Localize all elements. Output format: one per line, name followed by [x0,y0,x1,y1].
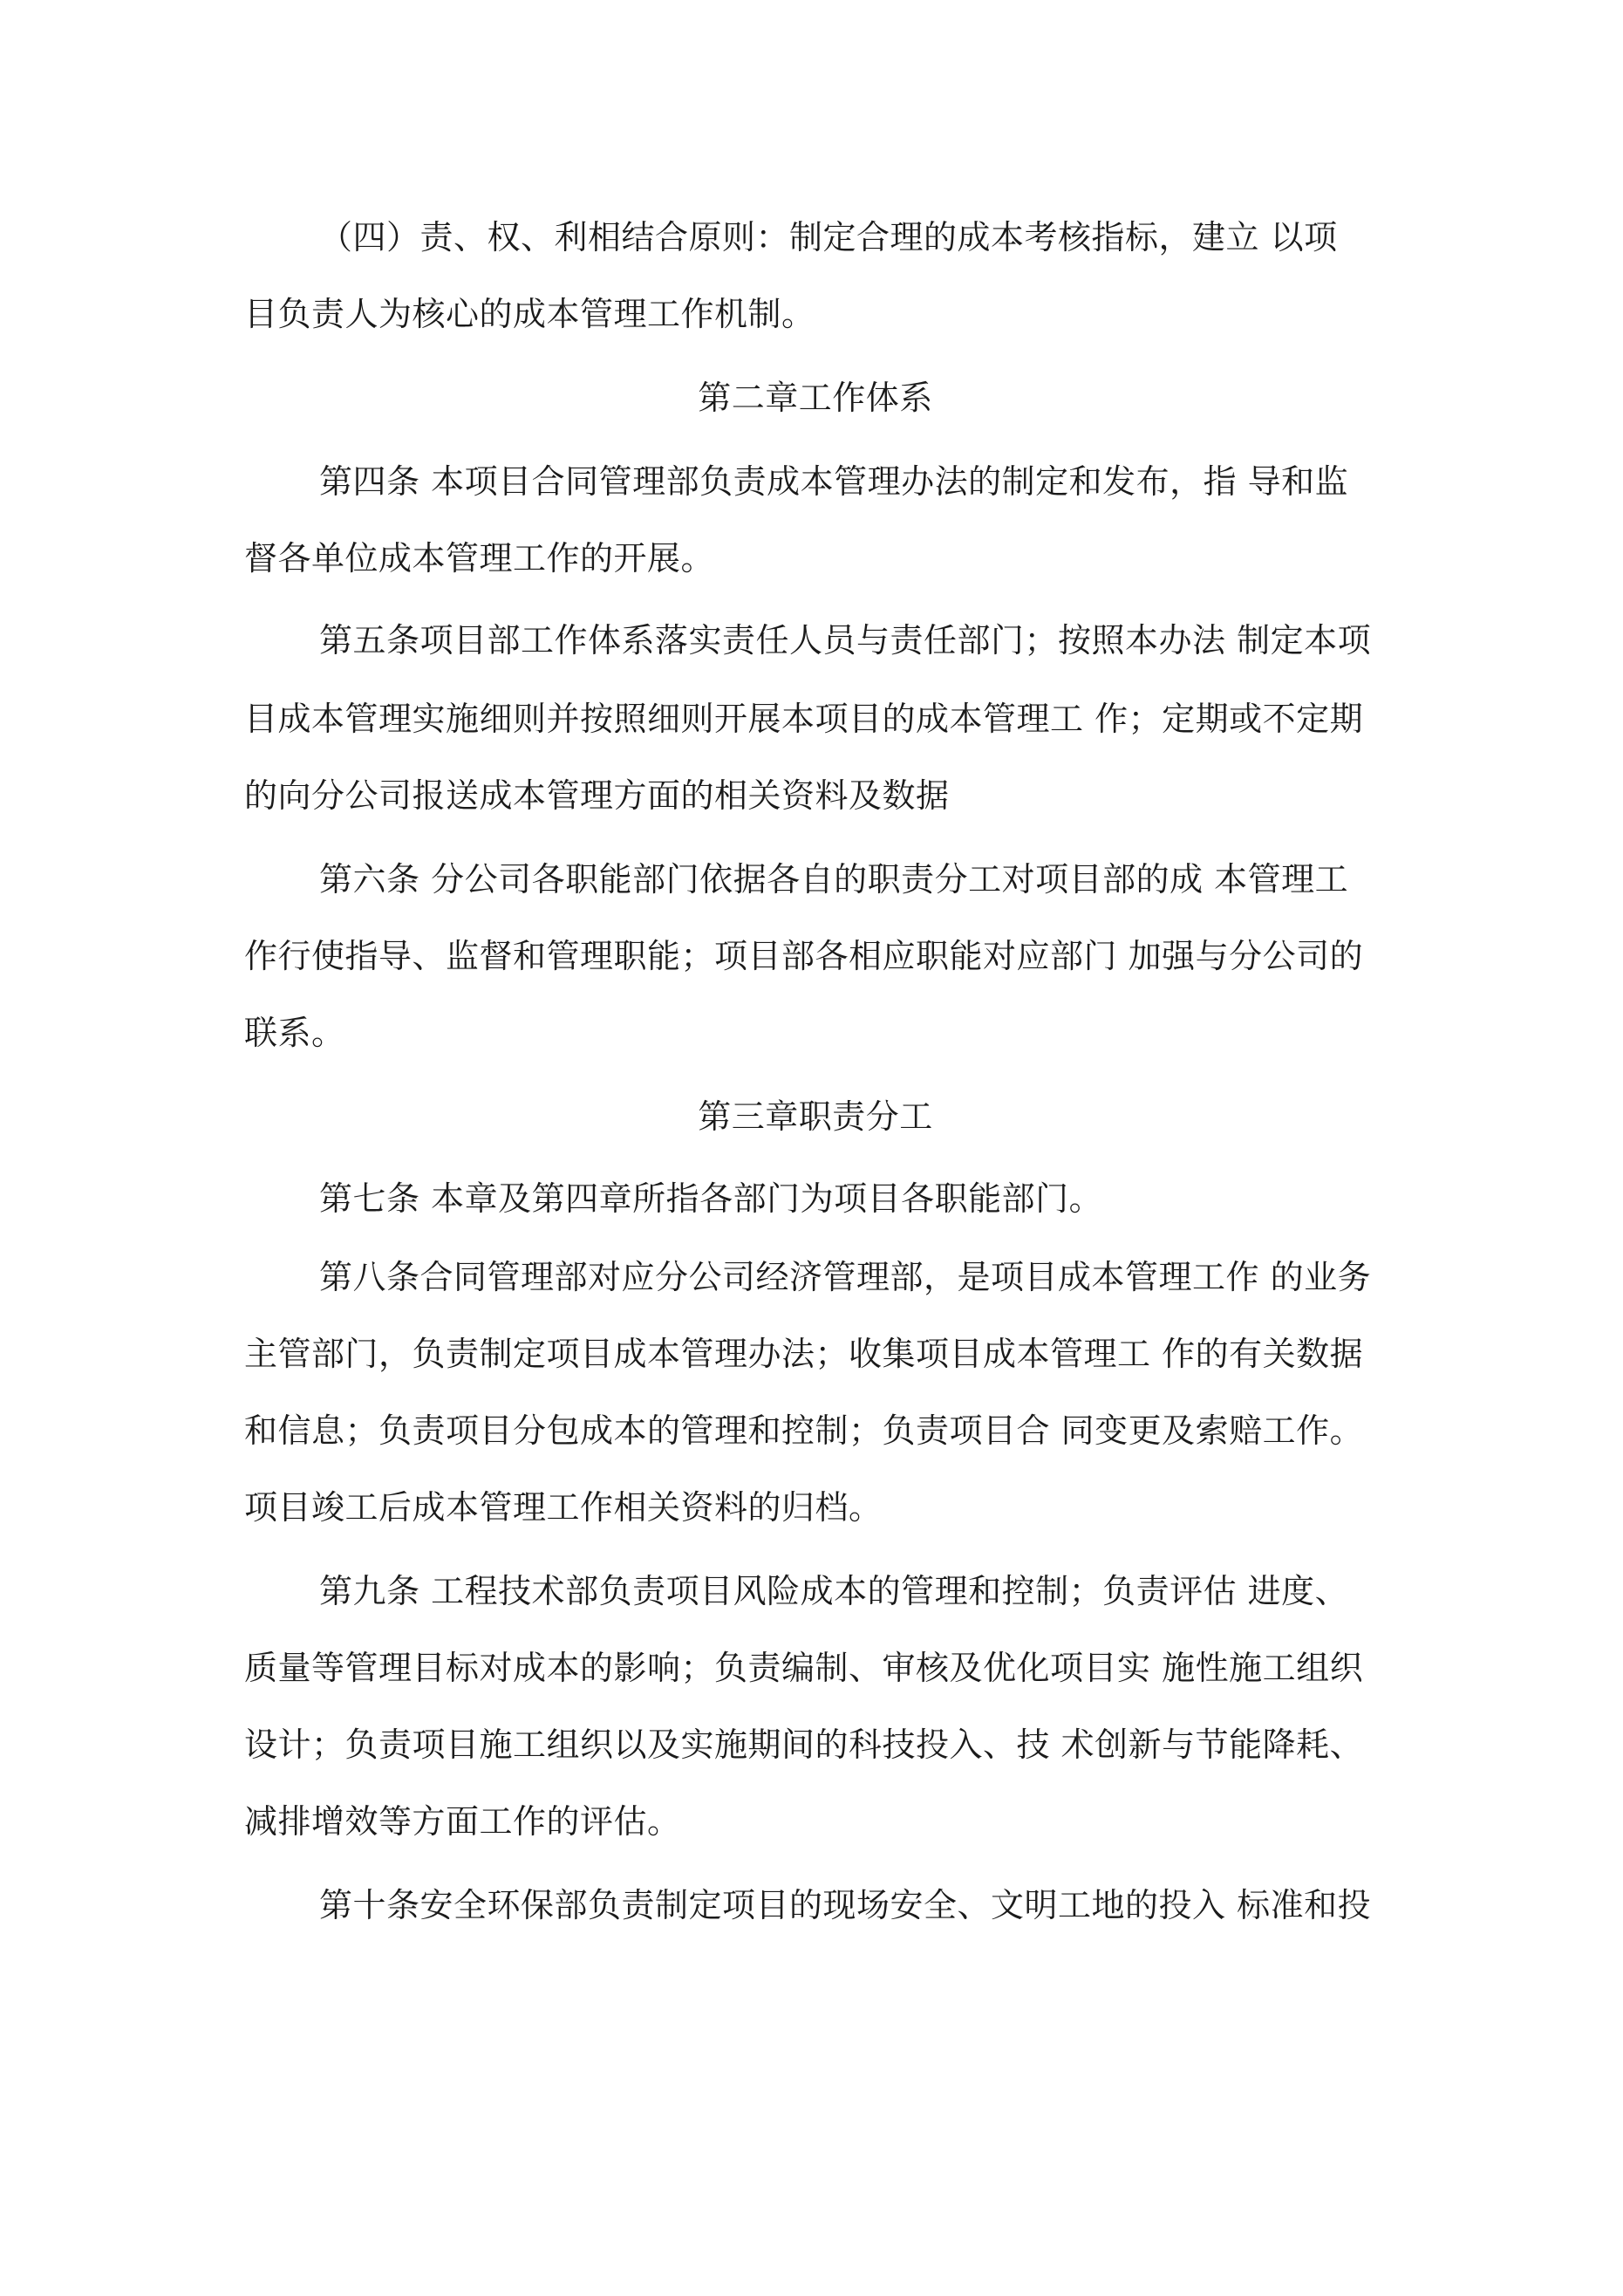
paragraph-line: 和信息；负责项目分包成本的管理和控制；负责项目合 同变更及索赔工作。 [244,1411,1364,1450]
paragraph-line: 主管部门，负责制定项目成本管理办法；收集项目成本管理工 作的有关数据 [244,1335,1364,1373]
paragraph-line: 第八条合同管理部对应分公司经济管理部，是项目成本管理工作 的业务 [319,1258,1372,1296]
chapter-heading: 第三章职责分工 [698,1097,933,1136]
paragraph-line: 第九条 工程技术部负责项目风险成本的管理和控制；负责评估 进度、 [319,1572,1349,1610]
paragraph-line: 目成本管理实施细则并按照细则开展本项目的成本管理工 作；定期或不定期 [244,700,1364,738]
paragraph-line: 第六条 分公司各职能部门依据各自的职责分工对项目部的成 本管理工 [319,860,1349,899]
paragraph-line: 第四条 本项目合同管理部负责成本管理办法的制定和发布，指 导和监 [319,462,1349,501]
paragraph-line: 联系。 [244,1014,345,1052]
paragraph-line: 第五条项目部工作体系落实责任人员与责任部门；按照本办法 制定本项 [319,621,1372,659]
paragraph-line: 目负责人为核心的成本管理工作机制。 [244,295,815,333]
paragraph-line: 作行使指导、监督和管理职能；项目部各相应职能对应部门 加强与分公司的 [244,937,1364,975]
paragraph-line: （四）责、权、利相结合原则：制定合理的成本考核指标，建立 以项 [319,218,1338,256]
paragraph-line: 设计；负责项目施工组织以及实施期间的科技投入、技 术创新与节能降耗、 [244,1725,1364,1764]
paragraph-line: 的向分公司报送成本管理方面的相关资料及数据 [244,776,950,815]
paragraph-line: 督各单位成本管理工作的开展。 [244,539,715,577]
paragraph-line: 项目竣工后成本管理工作相关资料的归档。 [244,1488,883,1527]
paragraph-line: 第十条安全环保部负责制定项目的现场安全、文明工地的投入 标准和投 [319,1886,1372,1924]
paragraph-line: 质量等管理目标对成本的影响；负责编制、审核及优化项目实 施性施工组织 [244,1649,1364,1687]
chapter-heading: 第二章工作体系 [698,379,933,417]
paragraph-line: 第七条 本章及第四章所指各部门为项目各职能部门。 [319,1179,1103,1218]
paragraph-line: 减排增效等方面工作的评估。 [244,1802,681,1841]
